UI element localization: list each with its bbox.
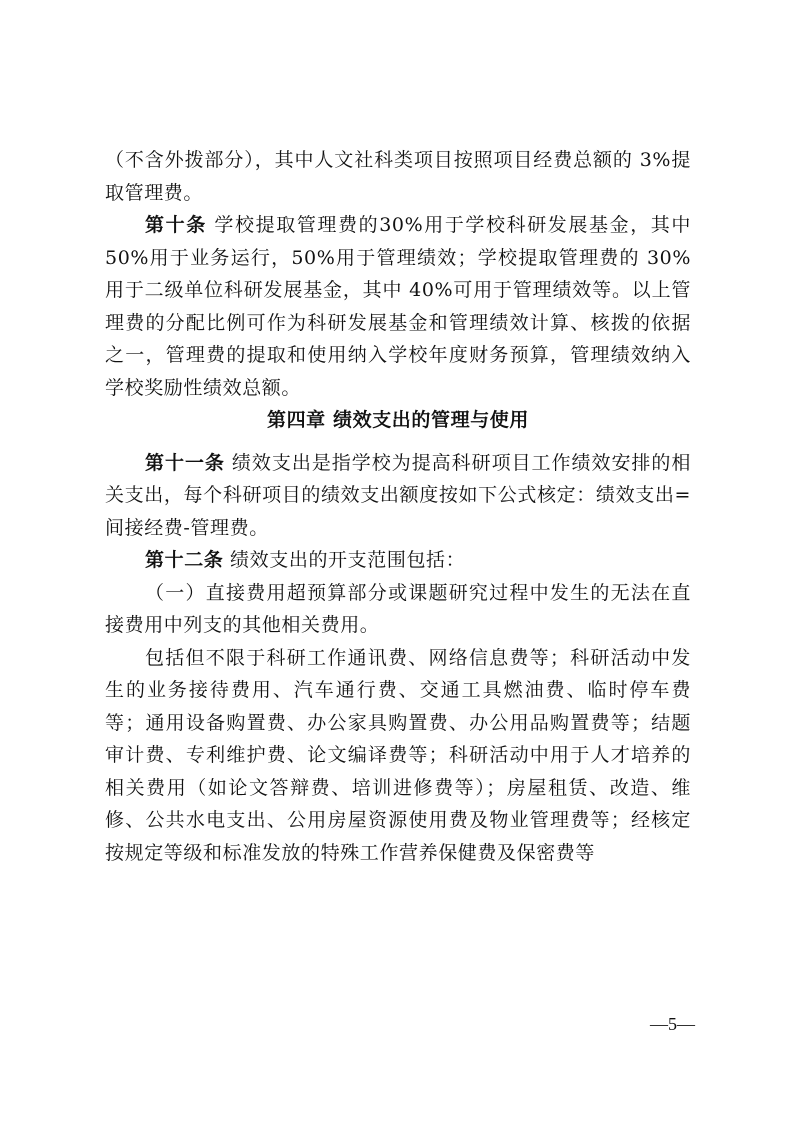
article-12: [105, 544, 691, 577]
clause-1-details: [105, 642, 691, 870]
article-number: 第十条: [145, 214, 207, 236]
article-number: 第十二条: [145, 549, 224, 571]
article-11: [105, 447, 691, 545]
paragraph-text: （不含外拨部分），其中人文社科类项目按照项目经费总额的 3%提取管理费。: [105, 149, 691, 204]
article-number: 第十一条: [145, 451, 225, 474]
clause-1: [105, 577, 691, 642]
document-body: [105, 144, 691, 869]
paragraph-text: 包括但不限于科研工作通讯费、网络信息费等；科研活动中发生的业务接待费用、汽车通行费、交通工具燃油费、临时停车费等；通用设备购置费、办公家具购置费、办公用品购置费等；结题审计费、专利维护费、论文编译费等；科研活动中用于人才培养的相关费用（如论文答辩费、培训进修费等）；房屋租赁、改造、维修、公共水电支出、公用房屋资源使用费及物业管理费等；经核定按规定等级和标准发放的特殊工作营养保健费及保密费等: [105, 646, 691, 864]
chapter-title: 第四章 绩效支出的管理与使用: [266, 409, 529, 431]
article-10: [105, 209, 691, 404]
paragraph-text: 学校提取管理费的30%用于学校科研发展基金，其中50%用于业务运行，50%用于管理绩效；学校提取管理费的 30%用于二级单位科研发展基金，其中 40%可用于管理绩效等。以上管理费的分配比例可作为科研发展基金和管理绩效计算、核拨的依据之一，管理费的提取和使用纳入学校年度财务预算，管理绩效纳入学校奖励性绩效总额。: [105, 214, 691, 399]
paragraph-text: 绩效支出的开支范围包括：: [223, 549, 466, 571]
page-number: —5—: [650, 1014, 695, 1034]
paragraph-continuation: [105, 144, 691, 209]
paragraph-text: （一）直接费用超预算部分或课题研究过程中发生的无法在直接费用中列支的其他相关费用。: [105, 581, 691, 636]
paragraph-text: 绩效支出是指学校为提高科研项目工作绩效安排的相关支出，每个科研项目的绩效支出额度按如下公式核定：绩效支出=间接经费-管理费。: [105, 451, 691, 539]
